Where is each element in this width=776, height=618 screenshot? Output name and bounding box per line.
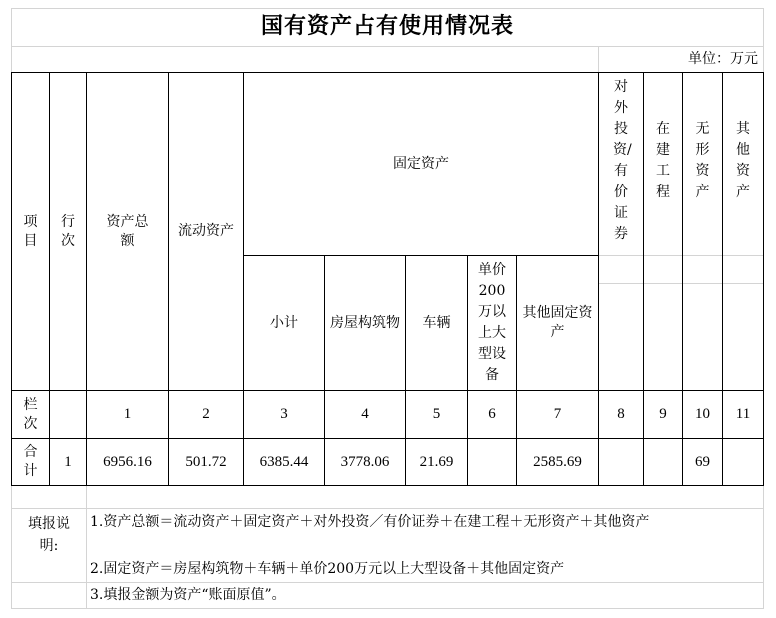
header-investment-text: 对外投资/有价证券 bbox=[613, 79, 632, 242]
note-line-1: 1.资产总额＝流动资产＋固定资产＋对外投资／有价证券＋在建工程＋无形资产＋其他资产 bbox=[90, 514, 650, 530]
header-row-no bbox=[50, 73, 86, 390]
total-assets-value: 6956.16 bbox=[103, 453, 152, 470]
header-other-fixed bbox=[517, 256, 598, 390]
header-total-assets bbox=[87, 73, 168, 390]
header-other-fixed-text: 其他固定资产 bbox=[522, 305, 593, 340]
investment-value bbox=[599, 439, 643, 485]
intangible-value: 69 bbox=[695, 453, 710, 470]
fixed-subtotal-value: 6385.44 bbox=[259, 453, 309, 470]
header-large-equipment-text: 单价200万以上大型设备 bbox=[478, 262, 506, 383]
header-total-assets-text: 资产总额 bbox=[106, 213, 149, 249]
header-other-assets-text: 其他资产 bbox=[736, 121, 750, 200]
column-number-cell: 7 bbox=[553, 406, 562, 423]
construction-value bbox=[644, 439, 682, 485]
column-number-cell: 9 bbox=[659, 406, 667, 423]
current-assets-value: 501.72 bbox=[185, 453, 227, 470]
header-row-no-text: 行次 bbox=[61, 213, 75, 249]
page-title: 国有资产占有使用情况表 bbox=[260, 13, 514, 40]
column-number-cell: 2 bbox=[202, 406, 210, 423]
header-large-equipment bbox=[468, 256, 516, 390]
column-number-cell: 4 bbox=[361, 406, 369, 423]
total-row-label-text: 合计 bbox=[23, 444, 38, 479]
header-item-text: 项目 bbox=[23, 213, 38, 249]
notes-label-text: 填报说明: bbox=[28, 516, 70, 554]
unit-label: 单位：万元 bbox=[688, 51, 758, 68]
other-assets-value bbox=[723, 439, 763, 485]
header-current-assets-text: 流动资产 bbox=[178, 223, 234, 240]
column-number-cell: 10 bbox=[695, 406, 710, 423]
header-intangible-text: 无形资产 bbox=[695, 121, 710, 200]
buildings-value: 3778.06 bbox=[340, 453, 390, 470]
header-other-assets bbox=[723, 73, 763, 255]
column-number-cell: 5 bbox=[432, 406, 441, 423]
note-line-3: 3.填报金额为资产“账面原值”。 bbox=[90, 587, 286, 603]
column-number-cell: 6 bbox=[488, 406, 496, 423]
column-number-label bbox=[12, 391, 49, 438]
total-row-no: 1 bbox=[64, 453, 72, 470]
header-investment bbox=[599, 73, 643, 255]
notes-label bbox=[12, 509, 86, 569]
header-construction-text: 在建工程 bbox=[656, 121, 670, 200]
header-item bbox=[12, 73, 49, 390]
other-fixed-value: 2585.69 bbox=[533, 453, 582, 470]
column-number-cell: 3 bbox=[280, 406, 288, 423]
header-buildings bbox=[325, 256, 405, 390]
column-number-cell: 8 bbox=[617, 406, 625, 423]
header-fixed-assets: 固定资产 bbox=[393, 155, 449, 172]
vehicles-value: 21.69 bbox=[419, 453, 454, 470]
header-vehicles: 车辆 bbox=[422, 314, 451, 331]
column-number-cell: 1 bbox=[123, 406, 132, 423]
large-equipment-value bbox=[468, 439, 516, 485]
header-construction bbox=[644, 73, 682, 255]
header-subtotal: 小计 bbox=[270, 314, 298, 331]
header-buildings-text: 房屋构筑物 bbox=[330, 314, 400, 331]
header-intangible bbox=[683, 73, 722, 255]
total-row-label bbox=[12, 439, 49, 485]
column-number-label-text: 栏次 bbox=[23, 396, 38, 432]
header-current-assets bbox=[169, 73, 243, 390]
note-line-2: 2.固定资产＝房屋构筑物＋车辆＋单价200万元以上大型设备＋其他固定资产 bbox=[90, 561, 565, 577]
column-number-cell: 11 bbox=[735, 406, 751, 423]
